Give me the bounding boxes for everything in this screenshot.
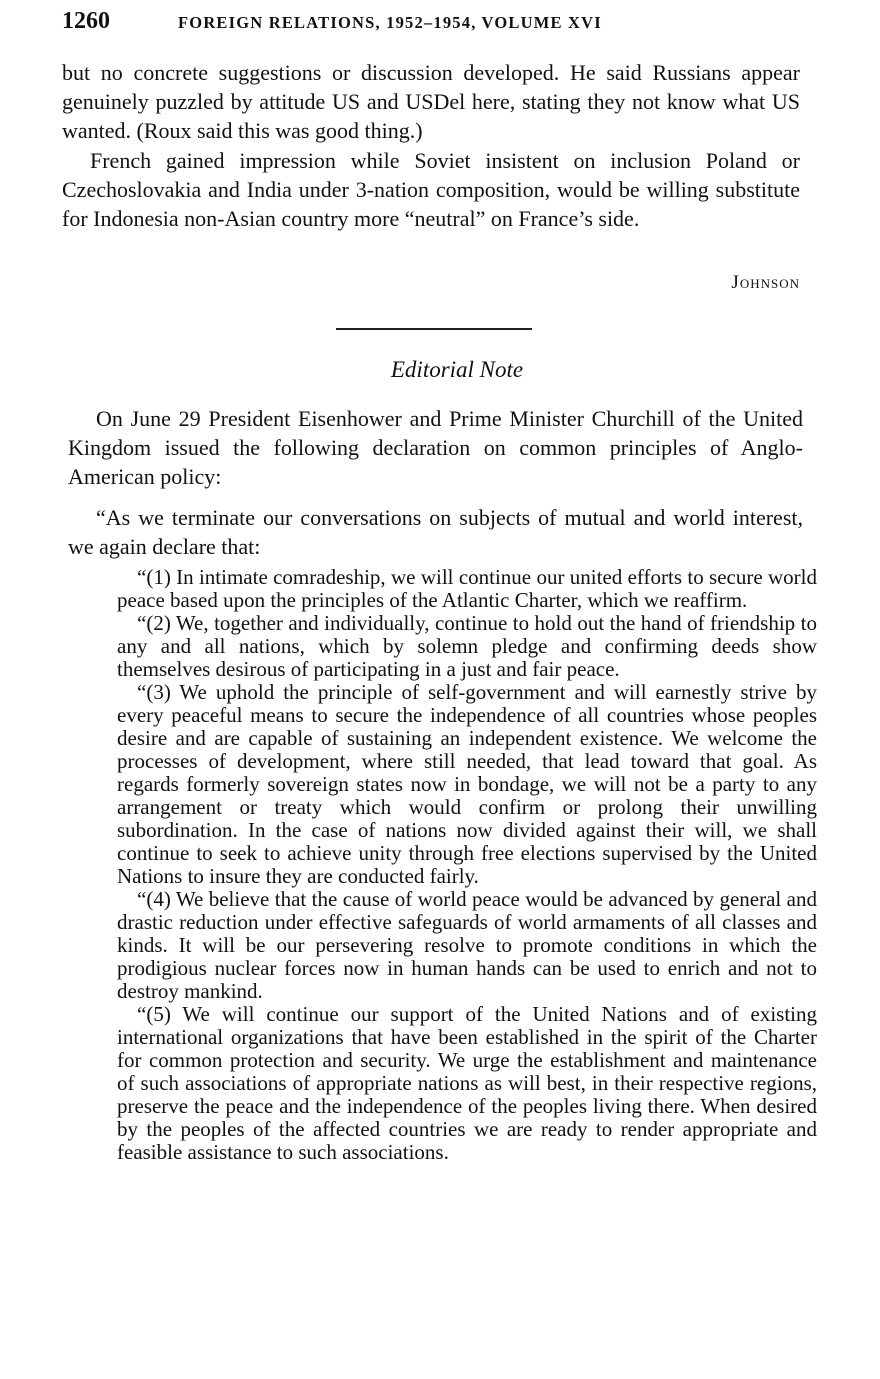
editorial-note-title: Editorial Note xyxy=(390,357,524,382)
declaration-intro: “As we terminate our conversations on subjects of mutual and world interest, we again declare that: xyxy=(68,505,803,559)
page-number: 1260 xyxy=(62,8,110,34)
running-head xyxy=(62,6,822,36)
declaration-points xyxy=(117,566,817,1164)
signature: Johnson xyxy=(731,272,800,293)
declaration-point-1: “(1) In intimate comradeship, we will continue our united efforts to secure world peace based upon the principles of the Atlantic Charter, which we reaffirm. xyxy=(117,565,817,612)
editorial-note-intro: On June 29 President Eisenhower and Prime Minister Churchill of the United Kingdom issued the following declaration on common principles of Anglo-American policy: xyxy=(68,406,803,489)
telegram-paragraph-continued: but no concrete suggestions or discussion developed. He said Russians appear genuinely puzzled by attitude US and USDel here, stating they not know what US wanted. (Roux said this was good thing.) xyxy=(62,60,800,143)
running-title: FOREIGN RELATIONS, 1952–1954, VOLUME XVI xyxy=(178,13,602,32)
declaration-point-4: “(4) We believe that the cause of world peace would be advanced by general and drastic reduction under effective safeguards of world armaments of all classes and kinds. It will be our persevering resolve to promote conditions in which the prodigious nuclear forces now in human hands can be used to enrich and not to destroy mankind. xyxy=(117,887,817,1003)
declaration-point-2: “(2) We, together and individually, continue to hold out the hand of friendship to any and all nations, which by solemn pledge and confirming deeds show themselves desirous of participating in a just and fair peace. xyxy=(117,611,817,681)
declaration-point-5: “(5) We will continue our support of the United Nations and of existing international organizations that have been established in the spirit of the Charter for common protection and security. We urge the establishment and maintenance of such associations of appropriate nations as will best, in their respective regions, preserve the peace and the independence of the peoples living there. When desired by the peoples of the affected countries we are ready to render appropriate and feasible assistance to such associations. xyxy=(117,1002,817,1164)
declaration-point-3: “(3) We uphold the principle of self-government and will earnestly strive by every peaceful means to secure the independence of all countries whose peoples desire and are capable of sustaining an independent existence. We welcome the processes of development, where still needed, that lead toward that goal. As regards formerly sovereign states now in bondage, we will not be a party to any arrangement or treaty which would confirm or prolong their unwilling subordination. In the case of nations now divided against their will, we shall continue to seek to achieve unity through free elections supervised by the United Nations to insure they are conducted fairly. xyxy=(117,680,817,888)
telegram-paragraph-2: French gained impression while Soviet insistent on inclusion Poland or Czechoslovakia and India under 3-nation composition, would be willing substitute for Indonesia non-Asian country more “neutral” on France’s side. xyxy=(62,148,800,231)
section-divider xyxy=(336,328,532,330)
